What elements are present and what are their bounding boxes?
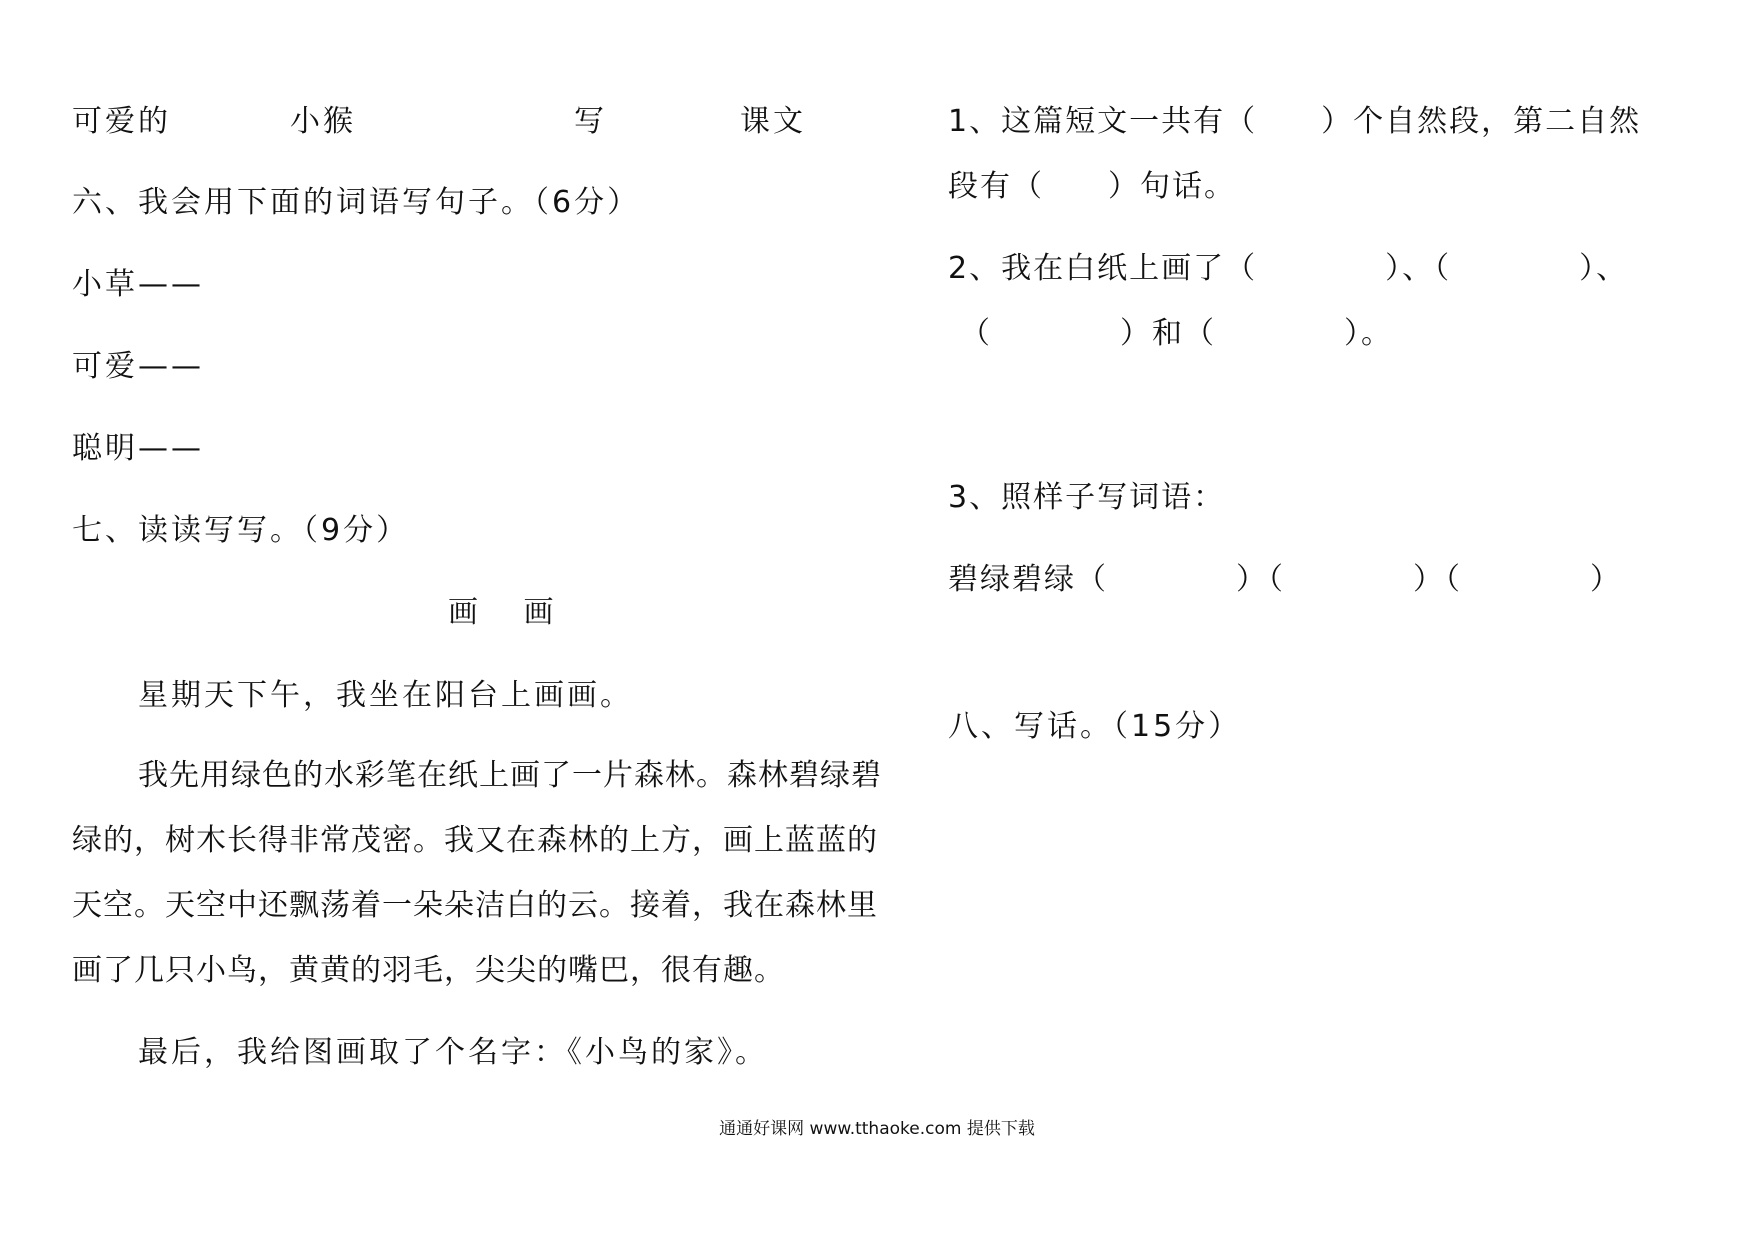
- story-line-2: 我先用绿色的水彩笔在纸上画了一片森林。森林碧绿碧: [138, 758, 882, 793]
- question-2-line-2: （ ）和（ ）。: [960, 316, 1393, 351]
- section-eight-heading: 八、写话。（15分）: [948, 709, 1242, 744]
- story-line-4: 天空。天空中还飘荡着一朵朵洁白的云。接着，我在森林里: [72, 888, 878, 923]
- footer-credit: 通通好课网 www.tthaoke.com 提供下载: [719, 1119, 1035, 1139]
- word-row-item-3: 写: [574, 104, 607, 139]
- sentence-prompt-2: 可爱——: [72, 349, 204, 384]
- word-row-item-4: 课文: [740, 104, 806, 139]
- section-seven-heading: 七、读读写写。（9分）: [72, 513, 410, 548]
- sentence-prompt-1: 小草——: [72, 267, 204, 302]
- story-line-3: 绿的，树木长得非常茂密。我又在森林的上方，画上蓝蓝的: [72, 823, 878, 858]
- word-row-item-2: 小猴: [290, 104, 356, 139]
- story-line-5: 画了几只小鸟，黄黄的羽毛，尖尖的嘴巴，很有趣。: [72, 953, 785, 988]
- question-2-line-1: 2、我在白纸上画了（ ）、（ ）、: [948, 251, 1629, 286]
- question-1-line-2: 段有（ ）句话。: [948, 169, 1236, 204]
- story-line-1: 星期天下午，我坐在阳台上画画。: [138, 678, 633, 713]
- story-title: 画 画: [448, 595, 572, 630]
- question-3-heading: 3、照样子写词语：: [948, 480, 1226, 515]
- question-3-word-pattern: 碧绿碧绿（ ）（ ）（ ）: [948, 562, 1622, 597]
- word-row-item-1: 可爱的: [72, 104, 171, 139]
- section-six-heading: 六、我会用下面的词语写句子。（6分）: [72, 185, 641, 220]
- sentence-prompt-3: 聪明——: [72, 431, 204, 466]
- question-1-line-1: 1、这篇短文一共有（ ）个自然段，第二自然: [948, 104, 1642, 139]
- story-line-6: 最后，我给图画取了个名字：《小鸟的家》。: [138, 1035, 768, 1070]
